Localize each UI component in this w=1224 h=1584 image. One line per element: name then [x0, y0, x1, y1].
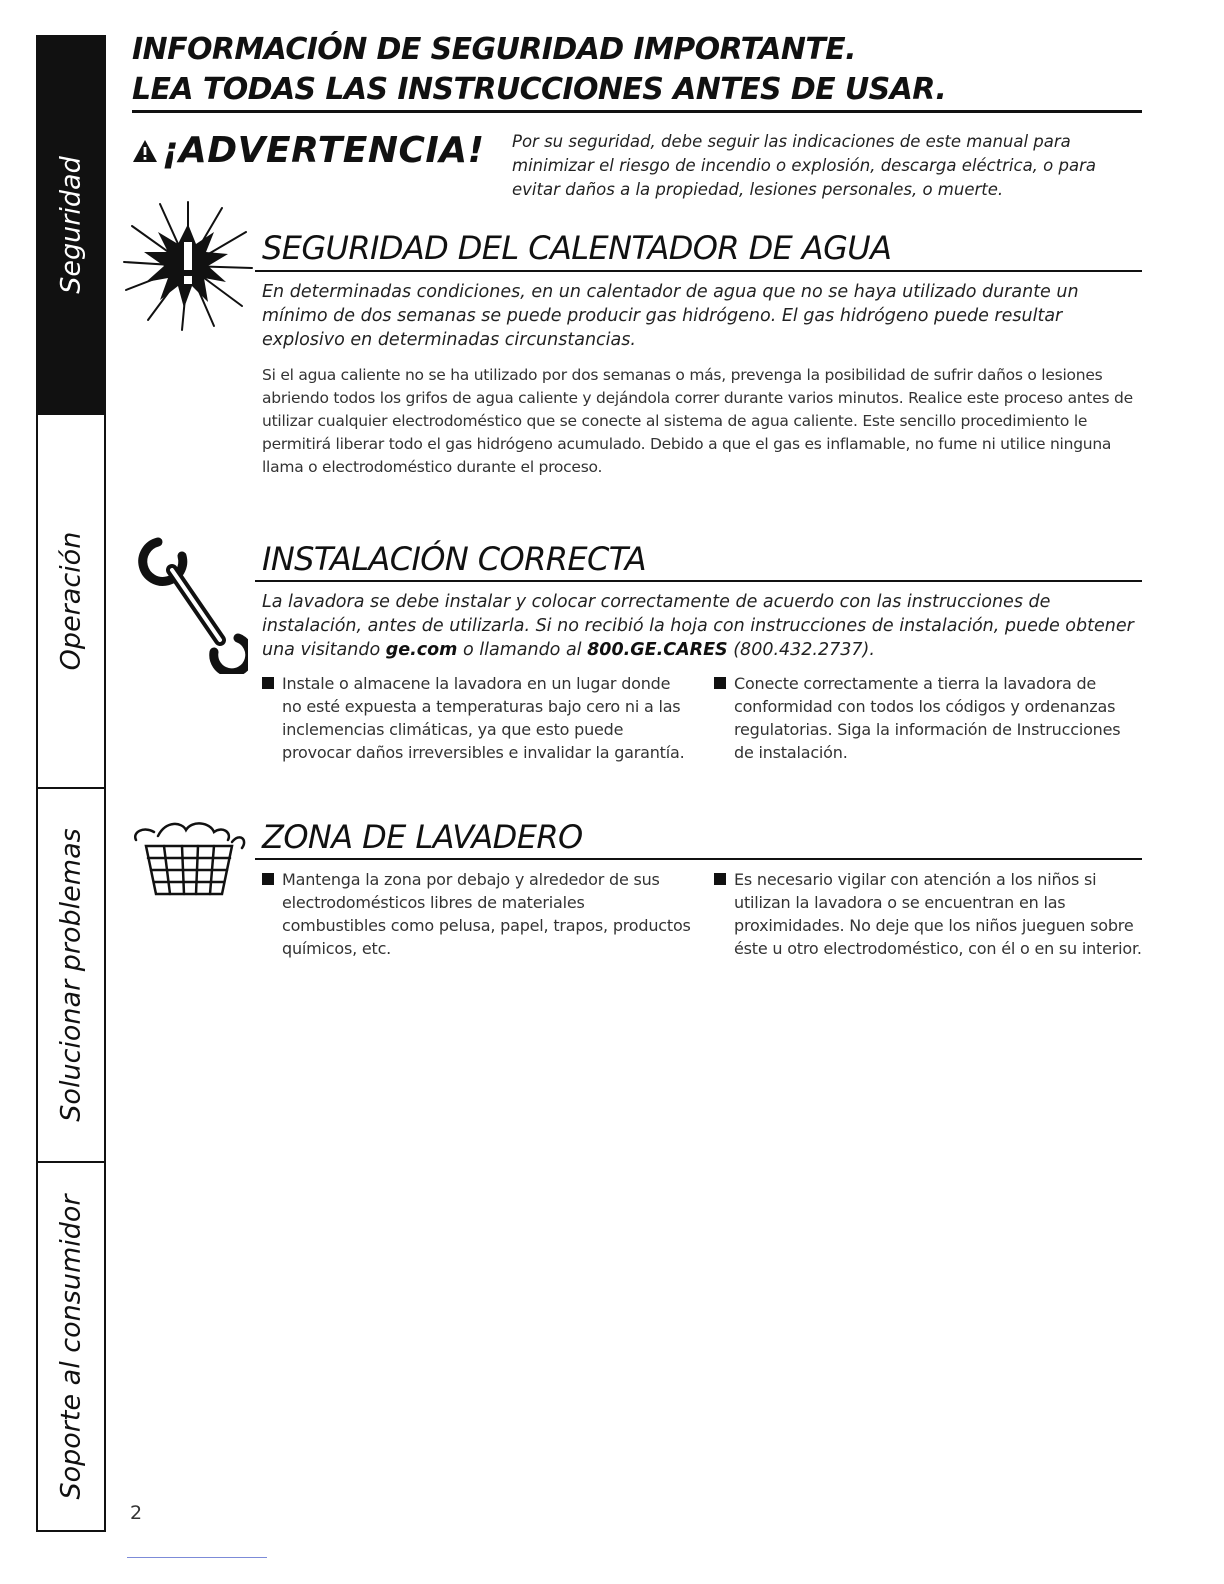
tab-operacion[interactable]	[38, 413, 104, 787]
wrench-icon	[136, 534, 248, 674]
section-divider	[255, 270, 1142, 272]
laundry-bullet-left: Mantenga la zona por debajo y alrededor de sus electrodomésticos libres de materiales combustibles como pelusa, papel, trapos, productos químicos, etc.	[262, 868, 692, 960]
section-divider	[255, 858, 1142, 860]
laundry-basket-icon	[128, 818, 248, 902]
footer-rule	[127, 1557, 267, 1558]
installation-intro	[262, 590, 1137, 662]
installation-intro-text: La lavadora se debe instalar y colocar correctamente de acuerdo con las instrucciones de instalación, antes de utilizarla. Si no recibió la hoja con instrucciones de instalación, puede obtener una visitando	[262, 592, 1134, 660]
side-tabs	[36, 35, 106, 1532]
tab-label: Seguridad	[55, 156, 87, 294]
installation-bullet-right: Conecte correctamente a tierra la lavadora de conformidad con todos los códigos y ordenanzas regulatorias. Siga la información de Instrucciones de instalación.	[714, 672, 1134, 764]
warning-text: Por su seguridad, debe seguir las indicaciones de este manual para minimizar el riesgo de incendio o explosión, descarga eléctrica, o para evitar daños a la propiedad, lesiones personales, o muerte.	[512, 132, 1096, 199]
laundry-bullet-right: Es necesario vigilar con atención a los niños si utilizan la lavadora o se encuentran en las proximidades. No deje que los niños jueguen sobre éste u otro electrodoméstico, con él o en su interior.	[714, 868, 1142, 960]
page-title-line-1: INFORMACIÓN DE SEGURIDAD IMPORTANTE.	[132, 32, 856, 67]
tab-solucionar-problemas[interactable]	[38, 787, 104, 1161]
page-title-line-2: LEA TODAS LAS INSTRUCCIONES ANTES DE USAR.	[132, 72, 947, 107]
page-title	[132, 30, 946, 110]
installation-intro-text: o llamando al	[457, 640, 588, 660]
tab-seguridad[interactable]	[38, 37, 104, 413]
phone-name: 800.GE.CARES	[587, 640, 728, 660]
installation-title: INSTALACIÓN CORRECTA	[262, 540, 647, 578]
warning-title: ¡ADVERTENCIA!	[162, 130, 485, 171]
water-heater-intro: En determinadas condiciones, en un calentador de agua que no se haya utilizado durante un mínimo de dos semanas se puede producir gas hidrógeno. El gas hidrógeno puede resultar explosivo en determinadas circunstancias.	[262, 282, 1079, 350]
tab-label: Solucionar problemas	[55, 828, 87, 1122]
tab-label: Operación	[55, 531, 87, 671]
ge-website-link[interactable]: ge.com	[385, 640, 458, 660]
water-heater-title: SEGURIDAD DEL CALENTADOR DE AGUA	[262, 229, 892, 267]
water-heater-body: Si el agua caliente no se ha utilizado por dos semanas o más, prevenga la posibilidad de sufrir daños o lesiones abriendo todos los grifos de agua caliente y dejándola correr durante varios minutos. Realice este proceso antes de utilizar cualquier electrodoméstico que se conecte al sistema de agua caliente. Este sencillo procedimiento le permitirá liberar todo el gas hidrógeno acumulado. Debido a que el gas es inflamable, no fume ni utilice ninguna llama o electrodoméstico durante el proceso.	[262, 366, 1133, 476]
phone-number: (800.432.2737).	[727, 640, 875, 660]
title-divider	[132, 110, 1142, 113]
installation-bullet-left: Instale o almacene la lavadora en un lugar donde no esté expuesta a temperaturas bajo cero ni a las inclemencias climáticas, ya que esto puede provocar daños irreversibles e invalidar la garantía.	[262, 672, 692, 764]
section-divider	[255, 580, 1142, 582]
warning-heading	[132, 130, 485, 171]
page-number: 2	[130, 1502, 143, 1524]
tab-soporte-al-consumidor[interactable]	[38, 1161, 104, 1530]
warning-triangle-icon	[132, 139, 158, 163]
laundry-title: ZONA DE LAVADERO	[262, 818, 583, 856]
explosion-burst-icon	[118, 196, 258, 336]
tab-label: Soporte al consumidor	[55, 1193, 87, 1500]
